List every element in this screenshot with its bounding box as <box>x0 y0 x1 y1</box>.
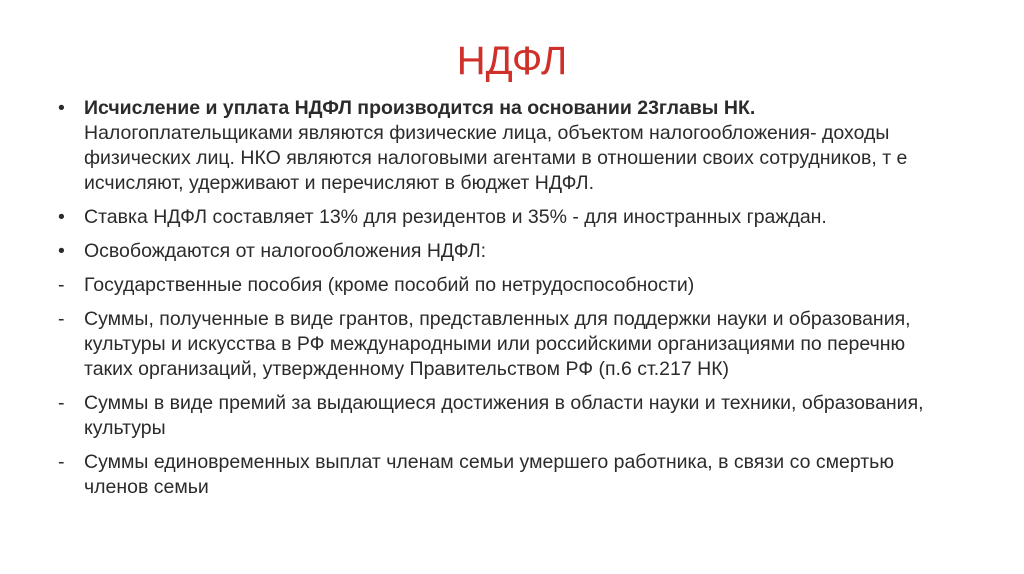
list-item <box>58 239 958 264</box>
dash-marker: - <box>58 274 65 296</box>
dash-marker: - <box>58 451 65 473</box>
list-item <box>58 96 958 196</box>
list-item <box>58 205 958 230</box>
bullet-marker: • <box>58 206 65 228</box>
item-text: Освобождаются от налогообложения НДФЛ: <box>84 240 487 262</box>
bullet-marker: • <box>58 240 65 262</box>
dash-marker: - <box>58 308 65 330</box>
list-item <box>58 307 958 382</box>
item-text: Ставка НДФЛ составляет 13% для резидентов и 35% - для иностранных граждан. <box>84 206 827 228</box>
item-text: Суммы, полученные в виде грантов, представленных для поддержки науки и образования, культуры и искусства в РФ международными или российскими организациями по перечню таких организаций, утвержденному Правительством РФ (п.6 ст.217 НК) <box>84 308 911 380</box>
slide-title: НДФЛ <box>456 39 568 83</box>
list-item <box>58 273 958 298</box>
item-text: Суммы единовременных выплат членам семьи умершего работника, в связи со смертью членов семьи <box>84 451 894 498</box>
dash-marker: - <box>58 392 65 414</box>
list-item <box>58 450 958 500</box>
item-text: Суммы в виде премий за выдающиеся достижения в области науки и техники, образования, культуры <box>84 392 924 439</box>
item-plain-text: Налогоплательщиками являются физические лица, объектом налогообложения- доходы физических лиц. НКО являются налоговыми агентами в отношении своих сотрудников, т е исчисляют, удерживают и перечисляют в бюджет НДФЛ. <box>84 122 908 194</box>
bullet-marker: • <box>58 97 65 119</box>
item-text <box>84 97 907 194</box>
item-text: Государственные пособия (кроме пособий по нетрудоспособности) <box>84 274 695 296</box>
slide-body <box>58 96 958 509</box>
list-item <box>58 391 958 441</box>
item-bold-text: Исчисление и уплата НДФЛ производится на основании 23главы НК. <box>84 97 756 119</box>
